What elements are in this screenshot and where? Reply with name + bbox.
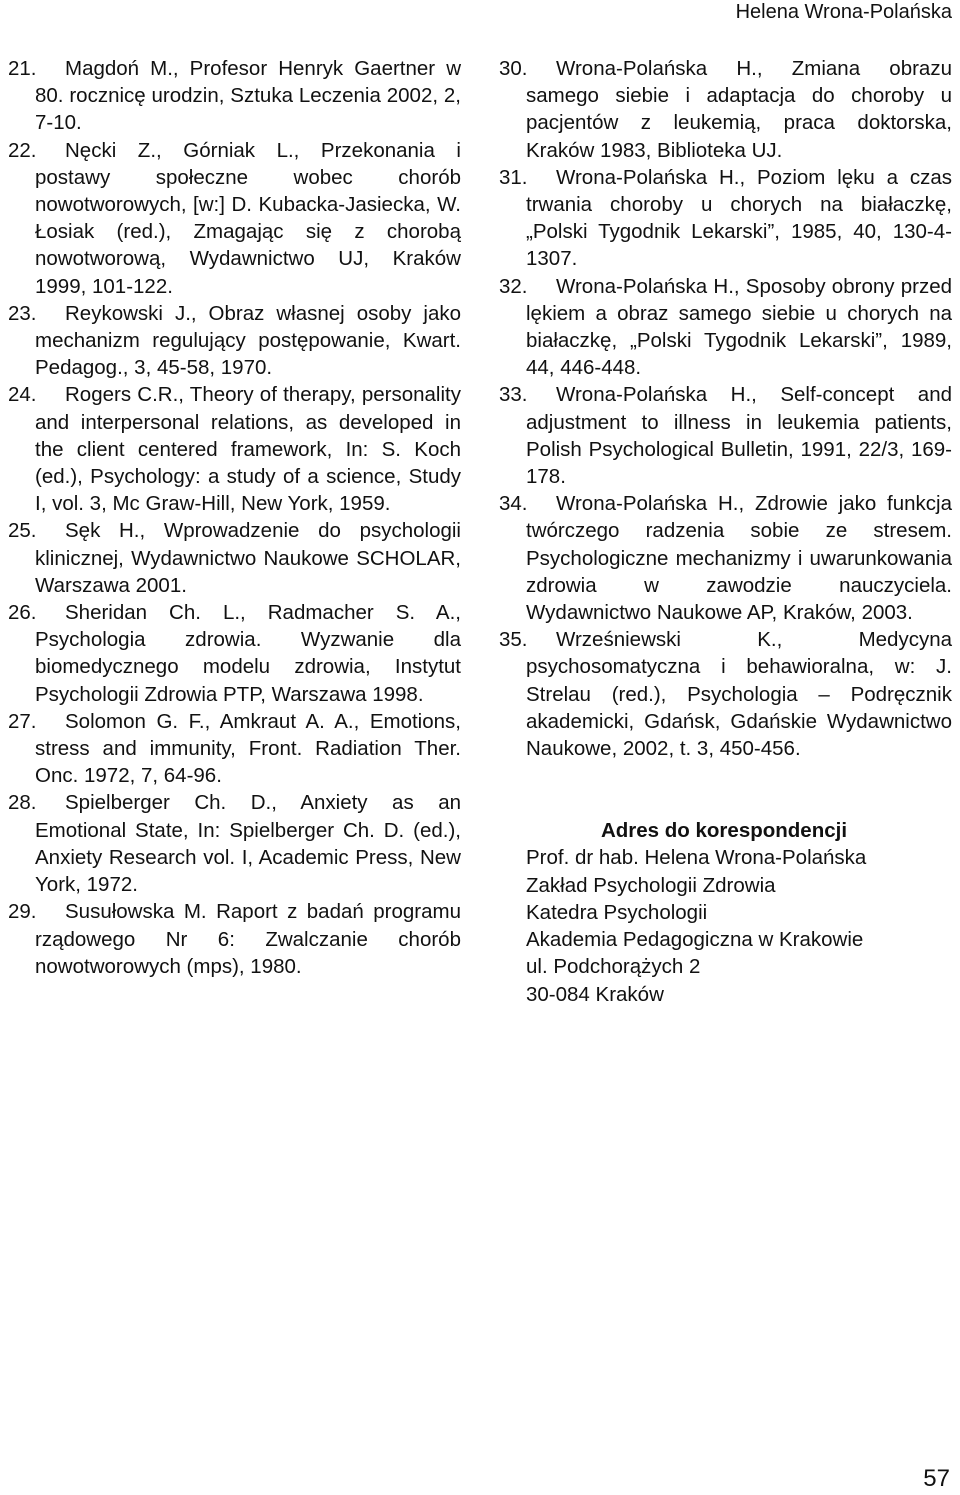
reference-text: Wrona-Polańska H., Self-concept and adjustment to illness in leukemia patients, Polish Psychological Bulletin, 1991, 22/3, 169-178. [526,383,952,489]
reference-text: Sheridan Ch. L., Radmacher S. A., Psychologia zdrowia. Wyzwanie dla biomedycznego modelu zdrowia, Instytut Psychologii Zdrowia PTP, Warszawa 1998. [35,601,461,706]
reference-item [8,898,461,980]
reference-item [499,490,952,626]
reference-item [499,164,952,273]
reference-text: Wrona-Polańska H., Sposoby obrony przed lękiem a obraz samego siebie u chorych na białaczkę, „Polski Tygodnik Lekarski”, 1989, 44, 446-448. [526,274,952,380]
address-line: Katedra Psychologii [526,900,708,924]
reference-text: Rogers C.R., Theory of therapy, personality and interpersonal relations, as developed in the client centered framework, In: S. Koch (ed.), Psychology: a study of a science, Study I, vol. 3, Mc Graw-Hill, New York, 1959. [35,383,461,516]
reference-text: Sęk H., Wprowadzenie do psychologii klinicznej, Wydawnictwo Naukowe SCHOLAR, Warszawa 2001. [35,519,461,597]
reference-text: Wrona-Polańska H., Poziom lęku a czas trwania choroby u chorych na białaczkę, „Polski Tygodnik Lekarski”, 1985, 40, 130-4-1307. [526,165,952,271]
reference-item [8,381,461,517]
reference-text: Wrześniewski K., Medycyna psychosomatyczna i behawioralna, w: J. Strelau (red.), Psychologia – Podręcznik akademicki, Gdańsk, Gdańskie Wydawnictwo Naukowe, 2002, t. 3, 450-456. [526,628,952,761]
reference-number: 26. [8,601,37,625]
reference-item [499,626,952,762]
reference-text: Magdoń M., Profesor Henryk Gaertner w 80. rocznicę urodzin, Sztuka Leczenia 2002, 2, 7-10. [35,57,461,135]
reference-number: 34. [499,492,528,516]
reference-number: 31. [499,165,528,189]
reference-number: 33. [499,383,528,407]
reference-text: Solomon G. F., Amkraut A. A., Emotions, stress and immunity, Front. Radiation Ther. Onc. 1972, 7, 64-96. [35,709,461,788]
reference-number: 24. [8,383,37,407]
reference-item [8,599,461,708]
correspondence-address [499,817,952,1007]
reference-number: 25. [8,519,37,543]
reference-number: 23. [8,301,37,325]
reference-number: 21. [8,57,37,80]
reference-number: 29. [8,900,37,924]
address-line: ul. Podchorążych 2 [526,955,701,979]
correspondence-title: Adres do korespondencji [600,819,848,843]
address-line: Akademia Pedagogiczna w Krakowie [526,928,864,952]
reference-item [8,55,461,137]
reference-number: 28. [8,791,37,815]
address-line: 30-084 Kraków [526,982,664,1006]
reference-item [8,137,461,300]
page-number: 57 [923,1465,950,1492]
reference-number: 22. [8,138,37,162]
reference-item [8,517,461,599]
reference-item [499,273,952,382]
address-line: Zakład Psychologii Zdrowia [526,873,776,897]
reference-item [8,789,461,898]
references-left-column [8,55,461,980]
reference-number: 30. [499,57,528,80]
reference-text: Spielberger Ch. D., Anxiety as an Emotional State, In: Spielberger Ch. D. (ed.), Anxiety Research vol. I, Academic Press, New York, 1972. [35,791,461,897]
reference-item [499,381,952,490]
reference-text: Reykowski J., Obraz własnej osoby jako mechanizm regulujący postępowanie, Kwart. Pedagog., 3, 45-58, 1970. [35,301,461,380]
running-head: Helena Wrona-Polańska [735,1,952,23]
reference-text: Susułowska M. Raport z badań programu rządowego Nr 6: Zwalczanie chorób nowotworowych (mps), 1980. [35,900,461,978]
address-line: Prof. dr hab. Helena Wrona-Polańska [526,846,867,870]
reference-number: 27. [8,709,37,733]
reference-number: 35. [499,628,528,652]
reference-text: Wrona-Polańska H., Zdrowie jako funkcja twórczego radzenia sobie ze stresem. Psychologiczne mechanizmy i uwarunkowania zdrowia w zawodzie nauczyciela. Wydawnictwo Naukowe AP, Kraków, 2003. [526,492,952,625]
reference-item [8,708,461,790]
reference-number: 32. [499,274,528,298]
references-right-column [499,55,952,1008]
reference-text: Wrona-Polańska H., Zmiana obrazu samego siebie i adaptacja do choroby u pacjentów z leukemią, praca doktorska, Kraków 1983, Biblioteka UJ. [526,57,952,162]
reference-text: Nęcki Z., Górniak L., Przekonania i postawy społeczne wobec chorób nowotworowych, [w:] D. Kubacka-Jasiecka, W. Łosiak (red.), Zmagając się z chorobą nowotworową, Wydawnictwo UJ, Kraków 1999, 101-122. [35,138,461,298]
reference-item [8,300,461,382]
reference-item [499,55,952,164]
